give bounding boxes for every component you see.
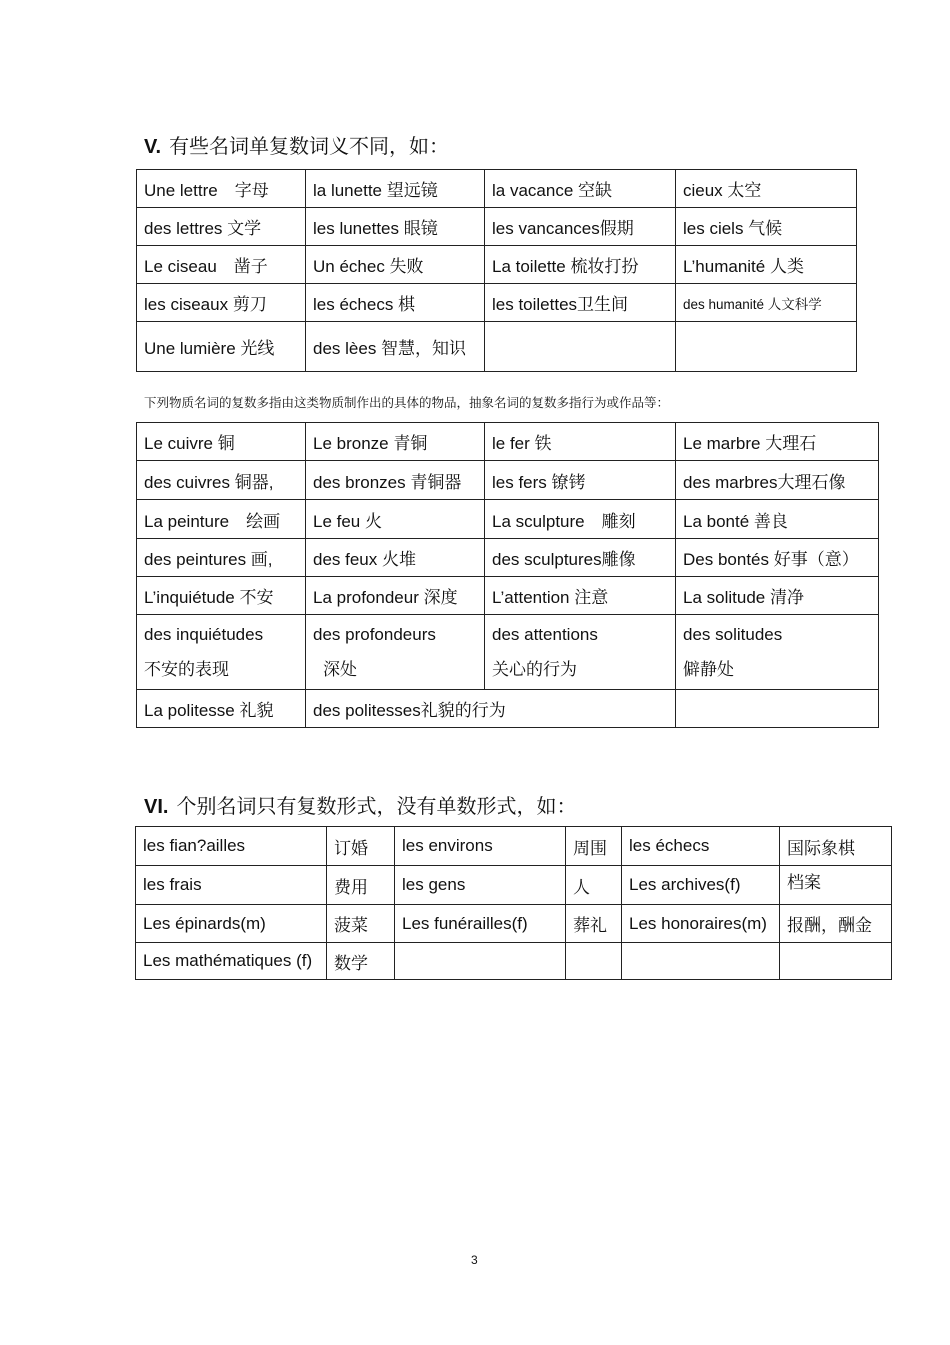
table-row: [136, 905, 892, 943]
table-cell: la lunette 望远镜: [306, 170, 485, 208]
table-cell: les fers 镣铐: [485, 461, 676, 500]
plural-meaning-table: [136, 169, 857, 372]
table-cell: des lettres 文学: [137, 208, 306, 246]
section-6-heading: [144, 790, 576, 819]
table-cell: les gens: [395, 866, 566, 905]
material-noun-table: [136, 422, 879, 728]
table-row: [136, 827, 892, 866]
page-number: 3: [471, 1253, 478, 1267]
section-6-number: VI.: [144, 796, 169, 818]
table-cell: des lèes 智慧，知识: [306, 322, 485, 372]
table-cell: Le ciseau 凿子: [137, 246, 306, 284]
table-cell: des humanité 人文科学: [676, 284, 857, 322]
table-cell: des politesses礼貌的行为: [306, 690, 676, 728]
table-cell: Des bontés 好事（意）: [676, 539, 879, 577]
table-cell: La solitude 清净: [676, 577, 879, 615]
table-cell: [137, 615, 306, 690]
table-cell: 国际象棋: [780, 827, 892, 866]
table-cell: 周围: [566, 827, 622, 866]
table-cell: des cuivres 铜器,: [137, 461, 306, 500]
table-cell: des feux 火堆: [306, 539, 485, 577]
table-cell: la vacance 空缺: [485, 170, 676, 208]
cell-chinese: 关心的行为: [492, 659, 577, 679]
cell-french: des solitudes: [683, 624, 783, 644]
table-cell: Le cuivre 铜: [137, 423, 306, 461]
table-cell: Les archives(f): [622, 866, 780, 905]
table-row: [137, 423, 879, 461]
table-cell: 菠菜: [327, 905, 395, 943]
table-cell: 人: [566, 866, 622, 905]
table-cell: les toilettes卫生间: [485, 284, 676, 322]
table-cell: [566, 943, 622, 980]
table-cell: 订婚: [327, 827, 395, 866]
table-cell: 费用: [327, 866, 395, 905]
table-row: [137, 208, 857, 246]
table-row: [136, 943, 892, 980]
table-cell: La peinture 绘画: [137, 500, 306, 539]
section-5-title: 有些名词单复数词义不同，如：: [169, 136, 450, 158]
table-cell: La politesse 礼貌: [137, 690, 306, 728]
table-row: [136, 866, 892, 905]
table-cell: L’humanité 人类: [676, 246, 857, 284]
table-cell: Le feu 火: [306, 500, 485, 539]
cell-chinese: 不安的表现: [144, 659, 229, 679]
table-cell: 数学: [327, 943, 395, 980]
table-row: [137, 500, 879, 539]
table-cell: les lunettes 眼镜: [306, 208, 485, 246]
table-cell: [676, 322, 857, 372]
cell-chinese: 僻静处: [683, 659, 734, 679]
cell-french: des inquiétudes: [144, 624, 264, 644]
plural-only-table: [135, 826, 892, 980]
table-row: [137, 461, 879, 500]
table-row: [137, 322, 857, 372]
table-cell: L’inquiétude 不安: [137, 577, 306, 615]
table-row: [137, 246, 857, 284]
table-cell: Les funérailles(f): [395, 905, 566, 943]
table-cell: des peintures 画,: [137, 539, 306, 577]
table-cell: les vancances假期: [485, 208, 676, 246]
section-5-heading: [144, 130, 449, 159]
table-cell: cieux 太空: [676, 170, 857, 208]
table-cell: les ciseaux 剪刀: [137, 284, 306, 322]
table-cell: La toilette 梳妆打扮: [485, 246, 676, 284]
table-cell: des bronzes 青铜器: [306, 461, 485, 500]
table-cell: La bonté 善良: [676, 500, 879, 539]
table-cell: Une lettre 字母: [137, 170, 306, 208]
table-cell: 报酬，酬金: [780, 905, 892, 943]
table-cell: [622, 943, 780, 980]
table-cell: le fer 铁: [485, 423, 676, 461]
table-cell: Le bronze 青铜: [306, 423, 485, 461]
table-cell: les environs: [395, 827, 566, 866]
table-cell: Un échec 失败: [306, 246, 485, 284]
table-cell: Le marbre 大理石: [676, 423, 879, 461]
table-cell: les fian?ailles: [136, 827, 327, 866]
table-cell: La sculpture 雕刻: [485, 500, 676, 539]
table-cell: des marbres大理石像: [676, 461, 879, 500]
table-cell: [676, 690, 879, 728]
table-row: [137, 539, 879, 577]
table-cell: [306, 615, 485, 690]
table-cell: [780, 943, 892, 980]
table-row: [137, 615, 879, 690]
cell-french: des profondeurs: [313, 624, 436, 644]
table-cell: les frais: [136, 866, 327, 905]
table-cell: [485, 322, 676, 372]
section-6-title: 个别名词只有复数形式，没有单数形式，如：: [176, 796, 577, 818]
table-row: [137, 690, 879, 728]
table-cell: Les épinards(m): [136, 905, 327, 943]
table-cell: [395, 943, 566, 980]
table-cell: [676, 615, 879, 690]
table-cell: La profondeur 深度: [306, 577, 485, 615]
table-cell: 葬礼: [566, 905, 622, 943]
table-cell: Les honoraires(m): [622, 905, 780, 943]
table-cell: Les mathématiques (f): [136, 943, 327, 980]
table-cell: Une lumière 光线: [137, 322, 306, 372]
table-row: [137, 170, 857, 208]
table-cell: des sculptures雕像: [485, 539, 676, 577]
table-row: [137, 284, 857, 322]
table-cell: les échecs: [622, 827, 780, 866]
table-row: [137, 577, 879, 615]
table-cell: les échecs 棋: [306, 284, 485, 322]
table-cell: [485, 615, 676, 690]
table-cell: les ciels 气候: [676, 208, 857, 246]
cell-chinese: 深处: [323, 659, 357, 679]
table-cell: L’attention 注意: [485, 577, 676, 615]
cell-french: des attentions: [492, 624, 598, 644]
material-noun-note: 下列物质名词的复数多指由这类物质制作出的具体的物品，抽象名词的复数多指行为或作品等：: [144, 396, 670, 410]
table-cell: 档案: [780, 866, 892, 905]
section-5-number: V.: [144, 136, 162, 158]
